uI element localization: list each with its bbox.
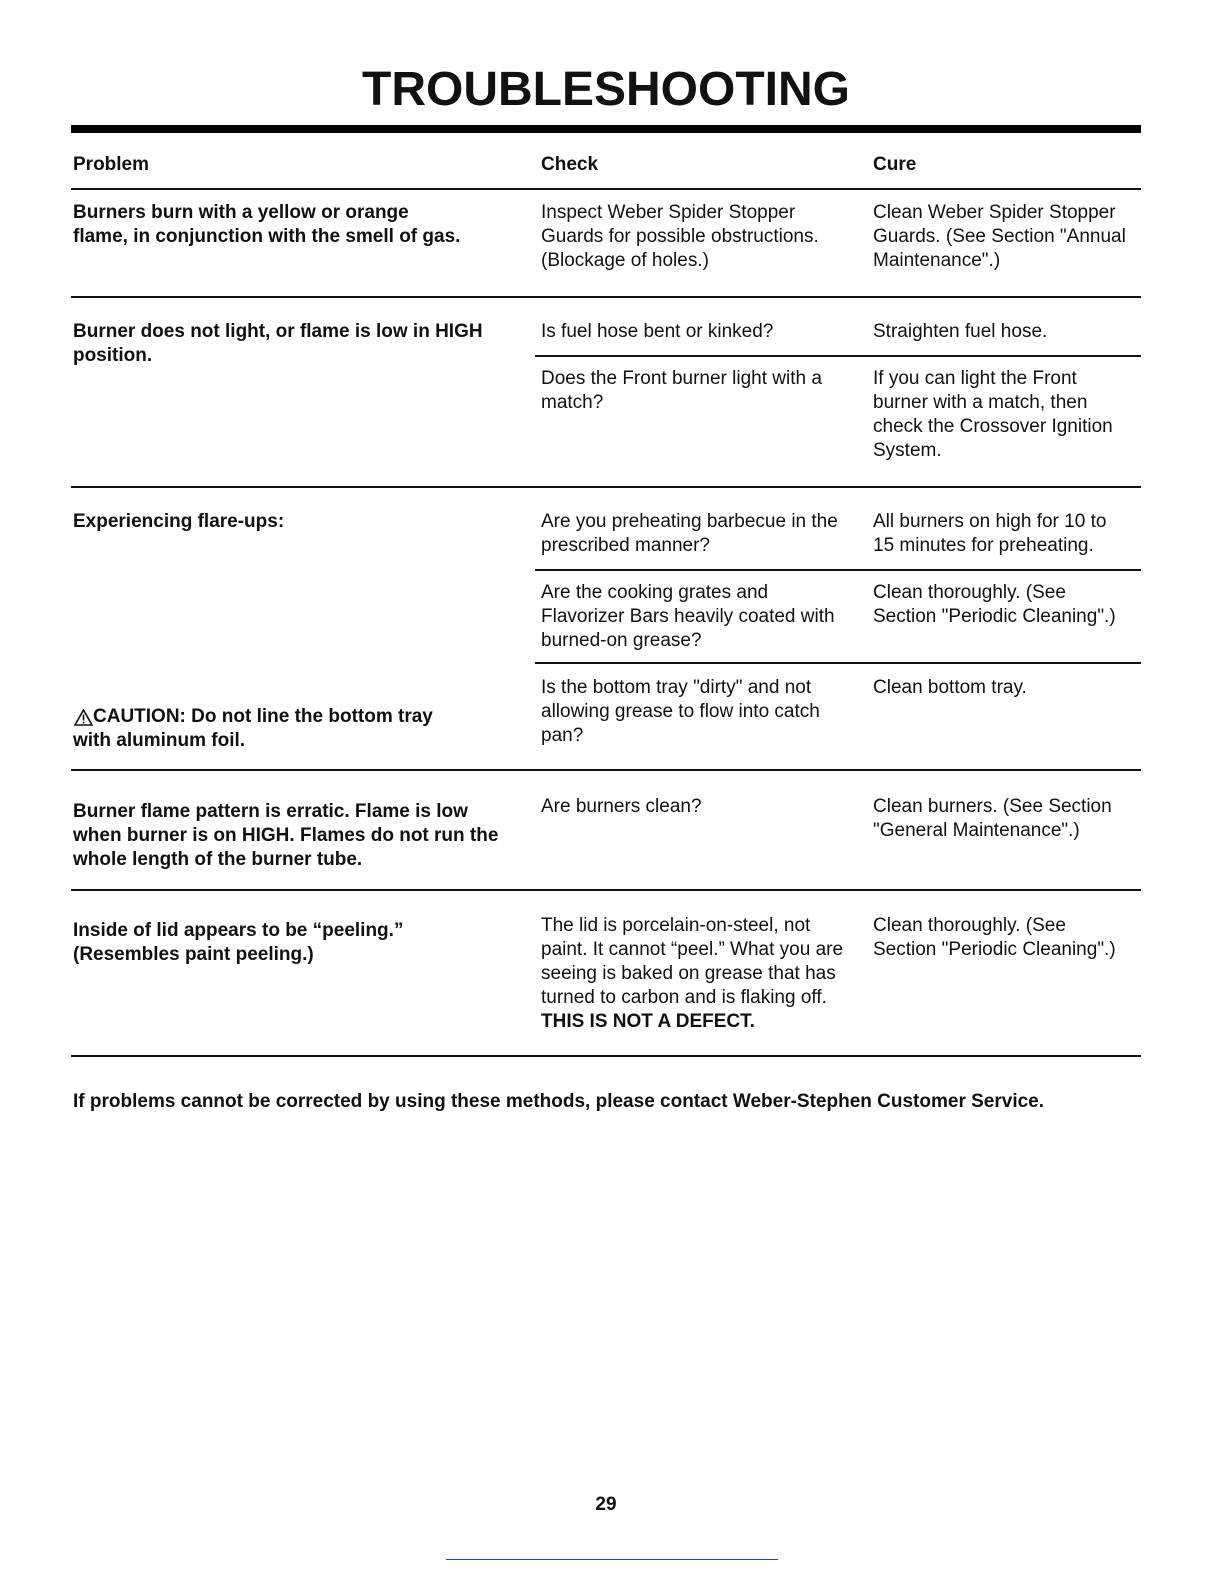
cure-cell: Straighten fuel hose. (873, 321, 1048, 342)
page-number: 29 (595, 1494, 617, 1515)
cure-cell: Clean bottom tray. (873, 677, 1027, 698)
link-underline (446, 1559, 778, 1560)
cure-cell: All burners on high for 10 to 15 minutes for preheating. (873, 511, 1107, 556)
check-cell: Is the bottom tray "dirty" and not allowing grease to flow into catch pan? (541, 677, 820, 746)
table-bottom-divider (71, 1055, 1141, 1057)
problem-cell: Burner flame pattern is erratic. Flame is low when burner is on HIGH. Flames do not run the whole length of the burner tube. (73, 801, 499, 870)
problem-cell: Burners burn with a yellow or orange flame, in conjunction with the smell of gas. (73, 202, 461, 247)
title-divider (71, 125, 1141, 133)
row-divider (71, 769, 1141, 771)
defect-notice: THIS IS NOT A DEFECT. (541, 1011, 755, 1032)
check-cell: Are the cooking grates and Flavorizer Bars heavily coated with burned-on grease? (541, 582, 835, 651)
header-divider (71, 188, 1141, 190)
problem-cell: Experiencing flare-ups: (73, 511, 285, 532)
row-divider (71, 296, 1141, 298)
check-cell: Is fuel hose bent or kinked? (541, 321, 774, 342)
check-cell: Are you preheating barbecue in the prescribed manner? (541, 511, 838, 556)
customer-service-note: If problems cannot be corrected by using these methods, please contact Weber-Stephen Customer Service. (73, 1091, 1045, 1112)
page-title: TROUBLESHOOTING (362, 63, 850, 116)
subrow-divider (535, 355, 1141, 357)
column-header-check: Check (541, 154, 599, 175)
cure-cell: Clean thoroughly. (See Section "Periodic Cleaning".) (873, 915, 1116, 960)
check-cell: Does the Front burner light with a match? (541, 368, 822, 413)
cure-cell: If you can light the Front burner with a match, then check the Crossover Ignition System. (873, 368, 1113, 461)
cure-cell: Clean thoroughly. (See Section "Periodic Cleaning".) (873, 582, 1116, 627)
subrow-divider (535, 662, 1141, 664)
check-cell: Are burners clean? (541, 796, 702, 817)
cure-cell: Clean burners. (See Section "General Maintenance".) (873, 796, 1112, 841)
check-cell: Inspect Weber Spider Stopper Guards for possible obstructions. (Blockage of holes.) (541, 202, 819, 271)
row-divider (71, 889, 1141, 891)
check-cell: The lid is porcelain-on-steel, not paint. It cannot “peel.” What you are seeing is baked on grease that has turned to carbon and is flaking off. (541, 915, 844, 1008)
column-header-cure: Cure (873, 154, 917, 175)
row-divider (71, 486, 1141, 488)
column-header-problem: Problem (73, 154, 150, 175)
caution-note: CAUTION: Do not line the bottom tray with aluminum foil. (73, 706, 433, 751)
cure-cell: Clean Weber Spider Stopper Guards. (See Section "Annual Maintenance".) (873, 202, 1126, 271)
subrow-divider (535, 569, 1141, 571)
problem-cell: Burner does not light, or flame is low in HIGH position. (73, 321, 483, 366)
problem-cell: Inside of lid appears to be “peeling.” (Resembles paint peeling.) (73, 920, 404, 965)
